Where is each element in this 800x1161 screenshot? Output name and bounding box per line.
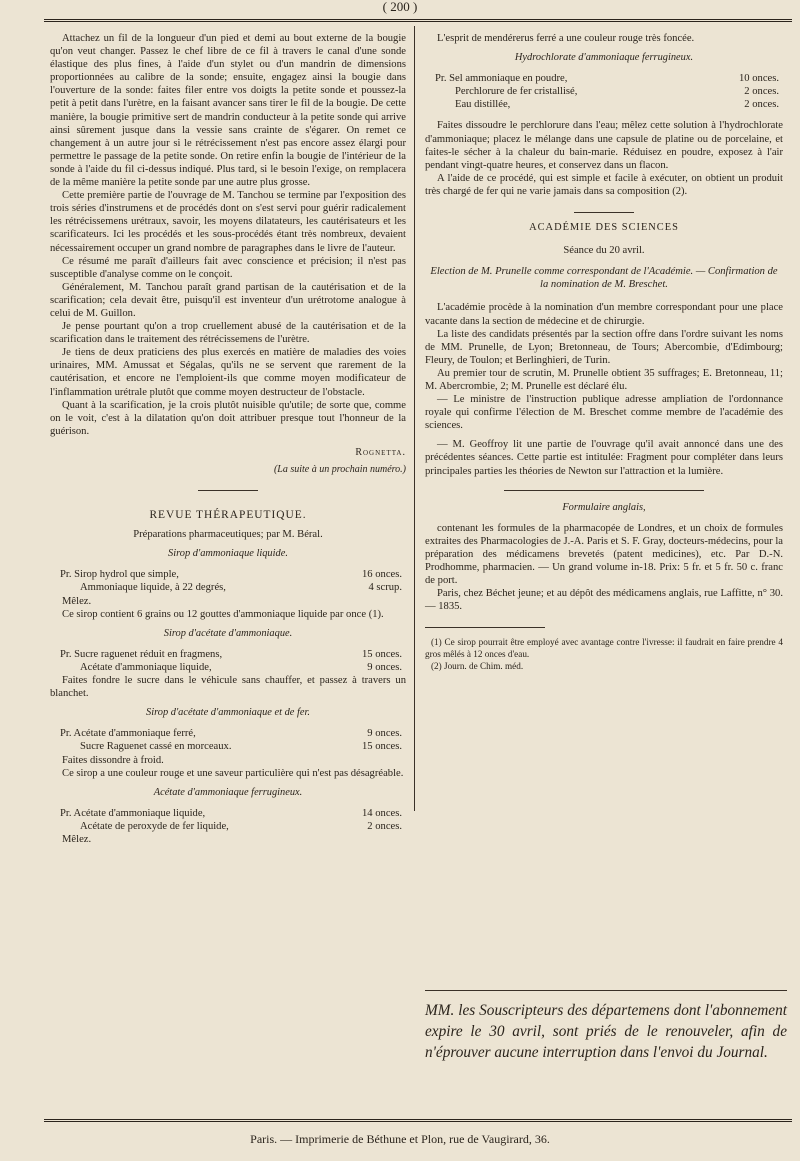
paragraph: — Le ministre de l'instruction publique adresse ampliation de l'ordonnance royale qui confirme l'élection de M. Breschet comme membre de l'académie des sciences. [425, 394, 783, 432]
recipe-mix: Mêlez. [62, 833, 92, 845]
column-separator [414, 26, 415, 811]
paragraph: L'esprit de mendérerus ferré a une couleur rouge très foncée. [437, 33, 695, 44]
to-be-continued: (La suite à un prochain numéro.) [273, 464, 406, 475]
footnote: (2) Journ. de Chim. méd. [431, 661, 524, 672]
recipe-note: Ce sirop a une couleur rouge et une saveur particulière qui n'est pas désagréable. [62, 767, 404, 779]
paragraph: L'académie procède à la nomination d'un membre correspondant pour une place vacante dans la section de médecine et de chirurgie. [425, 302, 783, 327]
recipe-line: Sucre Raguenet cassé en morceaux. 15 onces. [80, 741, 402, 753]
footnote-divider [425, 627, 545, 628]
section-title: ACADÉMIE DES SCIENCES [529, 222, 679, 234]
paragraph: — M. Geoffroy lit une partie de l'ouvrage qu'il avait annoncé dans une des précédentes séances. Cette partie est intitulée: Fragment pour compléter dans leurs principales parties les théories de Newton sur l'attraction et la lumière. [425, 439, 783, 477]
recipe-step: Faites dissondre à froid. [62, 754, 164, 766]
bottom-rule [44, 1119, 792, 1122]
recipe-title: Hydrochlorate d'ammoniaque ferrugineux. [514, 52, 694, 64]
paragraph: Au premier tour de scrutin, M. Prunelle obtient 35 suffrages; E. Bretonneau, 11; M. Abercrombie, 2; M. Prunelle est déclaré élu. [425, 367, 783, 392]
subscriber-notice: MM. les Souscripteurs des départemens dont l'abonnement expire le 30 avril, sont priés de le renouveler, afin de n'éprouver aucune interruption dans l'envoi du Journal. [425, 1002, 787, 1061]
paragraph: Attachez un fil de la longueur d'un pied et demi au bout externe de la bougie qu'on veut changer. Passez le chef libre de ce fil à travers le canal d'une sonde élastique des plus fines, à l'aide d'un stylet ou d'un mandrin de dimensions proportionnées au calibre de la sonde; ensuite, engagez ainsi la bougie dans l'ouverture de la sonde: faites filer entre vos doigts la petite sonde et poussez-la petit à petit dans l'urètre, en la faisant avancer sans tirer le fil de la bougie. De cette manière, la bougie primitive sert de mandrin conducteur à la petite sonde qui arrive ainsi sûrement jusque dans la vessie sans crainte de s'égarer. On remet ce changement à un autre jour si le rétrécissement n'est pas encore assez élargi pour permettre le passage de la petite sonde. On retire enfin la bougie de l'intérieur de la sonde à l'aide du fil ci-dessus indiqué. Plus tard, si le besoin l'exige, on remplacera de la même manière la petite sonde par une autre plus grosse. [50, 33, 406, 189]
recipe-line: Pr. Sucre raguenet réduit en fragmens, 15 onces. [60, 648, 402, 660]
top-rule [44, 19, 792, 22]
recipe-line: Pr. Acétate d'ammoniaque ferré, 9 onces. [60, 728, 402, 740]
recipe-mix: Mêlez. [62, 595, 92, 607]
section-divider [504, 490, 704, 491]
section-divider [574, 212, 634, 213]
recipe-line: Ammoniaque liquide, à 22 degrés, 4 scrup. [80, 582, 402, 594]
session-heading: Election de M. Prunelle comme correspondant de l'Académie. — Confirmation de la nomination de M. Breschet. [430, 266, 778, 291]
printer-imprint: Paris. — Imprimerie de Béthune et Plon, rue de Vaugirard, 36. [250, 1132, 550, 1146]
footnote: (1) Ce sirop pourrait être employé avec avantage contre l'ivresse: il faudrait en faire prendre 4 gros mêlés à 12 onces d'eau. [425, 637, 783, 660]
paragraph: La liste des candidats présentés par la section offre dans l'ordre suivant les noms de MM. Prunelle, de Lyon; Bretonneau, de Tours; Abercombie, d'Edimbourg; Fleury, de Toulon; et Berlinghieri, de Turin. [425, 328, 783, 366]
paragraph: contenant les formules de la pharmacopée de Londres, et un choix de formules extraites des Pharmacologies de J.-A. Paris et S. F. Gray, docteurs-médecins, pour la préparation des médicamens brevetés (patent medicines), etc. Par D.-N. Prodhomme, pharmacien. — Un grand volume in-18. Prix: 5 fr. et 5 fr. 50 c. franc de port. [425, 522, 783, 587]
paragraph: Paris, chez Béchet jeune; et au dépôt des médicamens anglais, rue Laffitte, n° 30. — 1835. [425, 588, 783, 613]
recipe-note: Faites fondre le sucre dans le véhicule sans chauffer, et passez à travers un blanchet. [50, 675, 406, 700]
author-signature: Rognetta. [355, 446, 406, 458]
recipe-title: Sirop d'acétate d'ammoniaque. [163, 627, 293, 639]
recipe-line: Pr. Sirop hydrol que simple, 16 onces. [60, 569, 402, 581]
recipe-title: Acétate d'ammoniaque ferrugineux. [153, 786, 303, 798]
paragraph: Quant à la scarification, je la crois plutôt nuisible qu'utile; de sorte que, comme on le voit, c'est à la dilatation qu'on doit attribuer presque tout l'honneur de la guérison. [50, 399, 406, 437]
paragraph: Je tiens de deux praticiens des plus exercés en matière de maladies des voies urinaires, MM. Amussat et Ségalas, qu'ils ne se servent que rarement de la cautérisation, et encore ne l'emploient-ils que comme moyen modificateur de l'inflammation urétrale plutôt que comme moyen destructeur de l'obstacle. [50, 347, 406, 398]
recipe-title: Sirop d'ammoniaque liquide. [168, 548, 288, 560]
section-title: REVUE THÉRAPEUTIQUE. [149, 509, 307, 522]
paragraph: Ce résumé me paraît d'ailleurs fait avec conscience et précision; il n'est pas susceptible d'analyse comme on le conçoit. [50, 255, 406, 280]
page-number: ( 200 ) [382, 0, 418, 14]
recipe-note: A l'aide de ce procédé, qui est simple et facile à exécuter, on obtient un produit très chargé de fer qui ne varie jamais dans sa composition (2). [425, 172, 783, 197]
left-column [50, 32, 406, 846]
recipe-line: Eau distillée, 2 onces. [455, 99, 779, 111]
section-subtitle: Préparations pharmaceutiques; par M. Béral. [133, 529, 323, 541]
session-date: Séance du 20 avril. [563, 245, 645, 257]
recipe-line: Perchlorure de fer cristallisé, 2 onces. [455, 86, 779, 98]
recipe-line: Pr. Acétate d'ammoniaque liquide, 14 onces. [60, 807, 402, 819]
section-divider [198, 490, 258, 491]
recipe-line: Acétate d'ammoniaque liquide, 9 onces. [80, 661, 402, 673]
recipe-note: Faites dissoudre le perchlorure dans l'eau; mêlez cette solution à l'hydrochlorate d'ammoniaque; placez le mélange dans une capsule de platine ou de porcelaine, et faites-le sécher à la chaleur du bain-marie. Réduisez en poudre, exposez à l'air pendant vingt-quatre heures, et conservez dans un flacon. [425, 120, 783, 171]
footnotes [425, 636, 783, 672]
book-title: Formulaire anglais, [562, 501, 646, 513]
recipe-line: Pr. Sel ammoniaque en poudre, 10 onces. [435, 73, 779, 85]
notice-rule [425, 990, 787, 991]
recipe-title: Sirop d'acétate d'ammoniaque et de fer. [146, 707, 310, 719]
paragraph: Je pense pourtant qu'on a trop cruellement abusé de la cautérisation et de la scarification dans le traitement des rétrécissemens de l'urètre. [50, 321, 406, 346]
recipe-line: Acétate de peroxyde de fer liquide, 2 onces. [80, 820, 402, 832]
paragraph: Cette première partie de l'ouvrage de M. Tanchou se termine par l'exposition des trois séries d'instrumens et de procédés dont on s'est servi pour guérir radicalement les rétrécissemens urétraux, savoir, les moyens dilatateurs, les cautérisateurs et les scarificateurs. Ici les procédés et les sous-procédés étant très nombreux, devaient nécessairement occuper un grand nombre de paragraphes dans le livre de l'auteur. [50, 190, 406, 254]
paragraph: Généralement, M. Tanchou paraît grand partisan de la cautérisation et de la scarification; cela devait être, puisqu'il est inventeur d'un urétrotome analogue à celui de M. Guillon. [50, 281, 406, 319]
right-column [425, 32, 783, 672]
recipe-note: Ce sirop contient 6 grains ou 12 gouttes d'ammoniaque liquide par once (1). [62, 608, 384, 620]
